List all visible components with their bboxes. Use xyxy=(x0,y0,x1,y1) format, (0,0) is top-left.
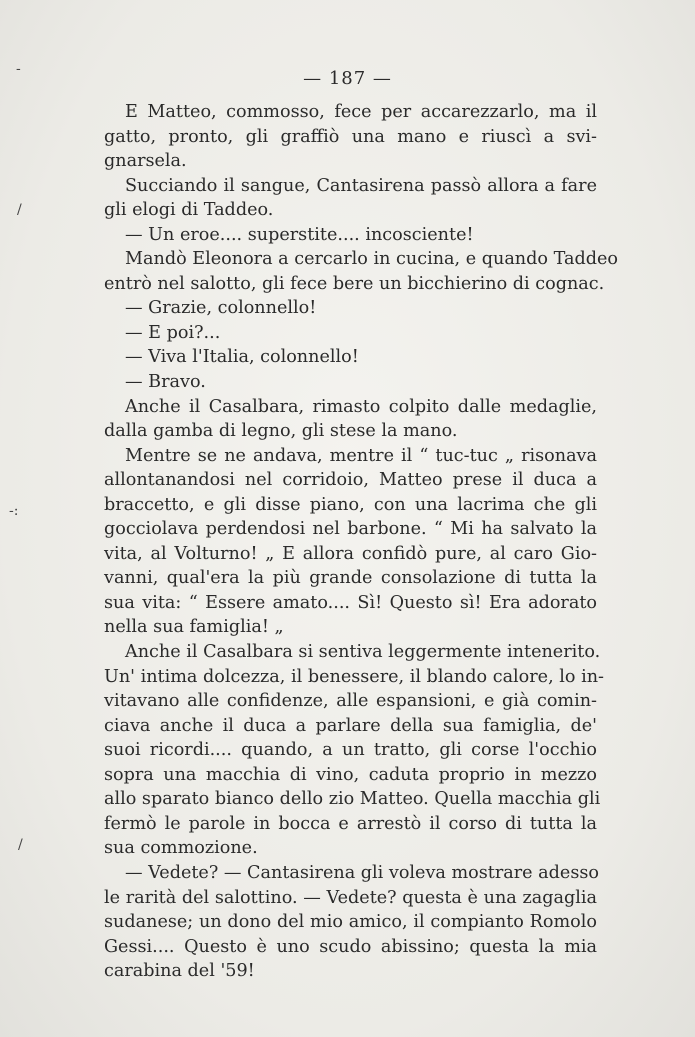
text-line: carabina del '59! xyxy=(104,961,255,982)
text-line: allo sparato bianco dello zio Matteo. Quella macchia gli xyxy=(104,789,601,810)
margin-mark: / xyxy=(18,837,23,853)
text-line: le rarità del salottino. — Vedete? questa è una zagaglia xyxy=(104,887,597,908)
text-line: sopra una macchia di vino, caduta proprio in mezzo xyxy=(104,764,597,785)
text-line: entrò nel salotto, gli fece bere un bicchierino di cognac. xyxy=(104,273,605,294)
text-line: Mandò Eleonora a cercarlo in cucina, e quando Taddeo xyxy=(125,249,618,270)
text-line: vita, al Volturno! „ E allora confidò pure, al caro Gio- xyxy=(104,543,597,564)
text-line: — Bravo. xyxy=(125,372,206,393)
text-line: sua commozione. xyxy=(104,838,258,859)
text-line: dalla gamba di legno, gli stese la mano. xyxy=(104,421,458,442)
text-line: fermò le parole in bocca e arrestò il corso di tutta la xyxy=(104,813,597,834)
text-line: gatto, pronto, gli graffiò una mano e riuscì a svi- xyxy=(104,126,597,147)
text-line: sua vita: “ Essere amato.... Sì! Questo sì! Era adorato xyxy=(104,592,597,613)
text-line: — Grazie, colonnello! xyxy=(125,298,317,319)
text-line: vitavano alle confidenze, alle espansioni, e già comin- xyxy=(104,691,597,712)
text-line: gocciolava perdendosi nel barbone. “ Mi ha salvato la xyxy=(104,519,597,540)
text-line: — E poi?... xyxy=(125,322,221,343)
text-line: gnarsela. xyxy=(104,151,187,172)
page-number: — 187 — xyxy=(303,68,392,89)
text-line: vanni, qual'era la più grande consolazione di tutta la xyxy=(104,568,597,589)
text-line: allontanandosi nel corridoio, Matteo prese il duca a xyxy=(104,470,597,491)
text-line: braccetto, e gli disse piano, con una lacrima che gli xyxy=(104,494,597,515)
text-line: E Matteo, commosso, fece per accarezzarlo, ma il xyxy=(125,102,597,122)
text-line: — Vedete? — Cantasirena gli voleva mostrare adesso xyxy=(125,862,599,883)
body-text xyxy=(104,100,618,984)
text-line: Gessi.... Questo è uno scudo abissino; questa la mia xyxy=(104,936,597,957)
text-line: Anche il Casalbara, rimasto colpito dalle medaglie, xyxy=(125,396,597,417)
margin-mark: - xyxy=(16,61,21,77)
text-line: Anche il Casalbara si sentiva leggermente intenerito. xyxy=(125,642,601,663)
text-line: Succiando il sangue, Cantasirena passò allora a fare xyxy=(125,175,597,196)
margin-mark: / xyxy=(17,202,22,218)
text-line: Un' intima dolcezza, il benessere, il blando calore, lo in- xyxy=(104,666,604,687)
text-line: nella sua famiglia! „ xyxy=(104,617,284,638)
margin-mark: -: xyxy=(9,503,19,519)
text-line: sudanese; un dono del mio amico, il compianto Romolo xyxy=(104,912,597,933)
text-line: Mentre se ne andava, mentre il “ tuc-tuc „ risonava xyxy=(125,445,597,466)
text-line: — Viva l'Italia, colonnello! xyxy=(125,347,359,368)
text-line: gli elogi di Taddeo. xyxy=(104,200,274,221)
text-line: — Un eroe.... superstite.... incosciente! xyxy=(125,224,474,245)
text-line: suoi ricordi.... quando, a un tratto, gli corse l'occhio xyxy=(104,740,597,761)
text-line: ciava anche il duca a parlare della sua famiglia, de' xyxy=(104,715,597,736)
